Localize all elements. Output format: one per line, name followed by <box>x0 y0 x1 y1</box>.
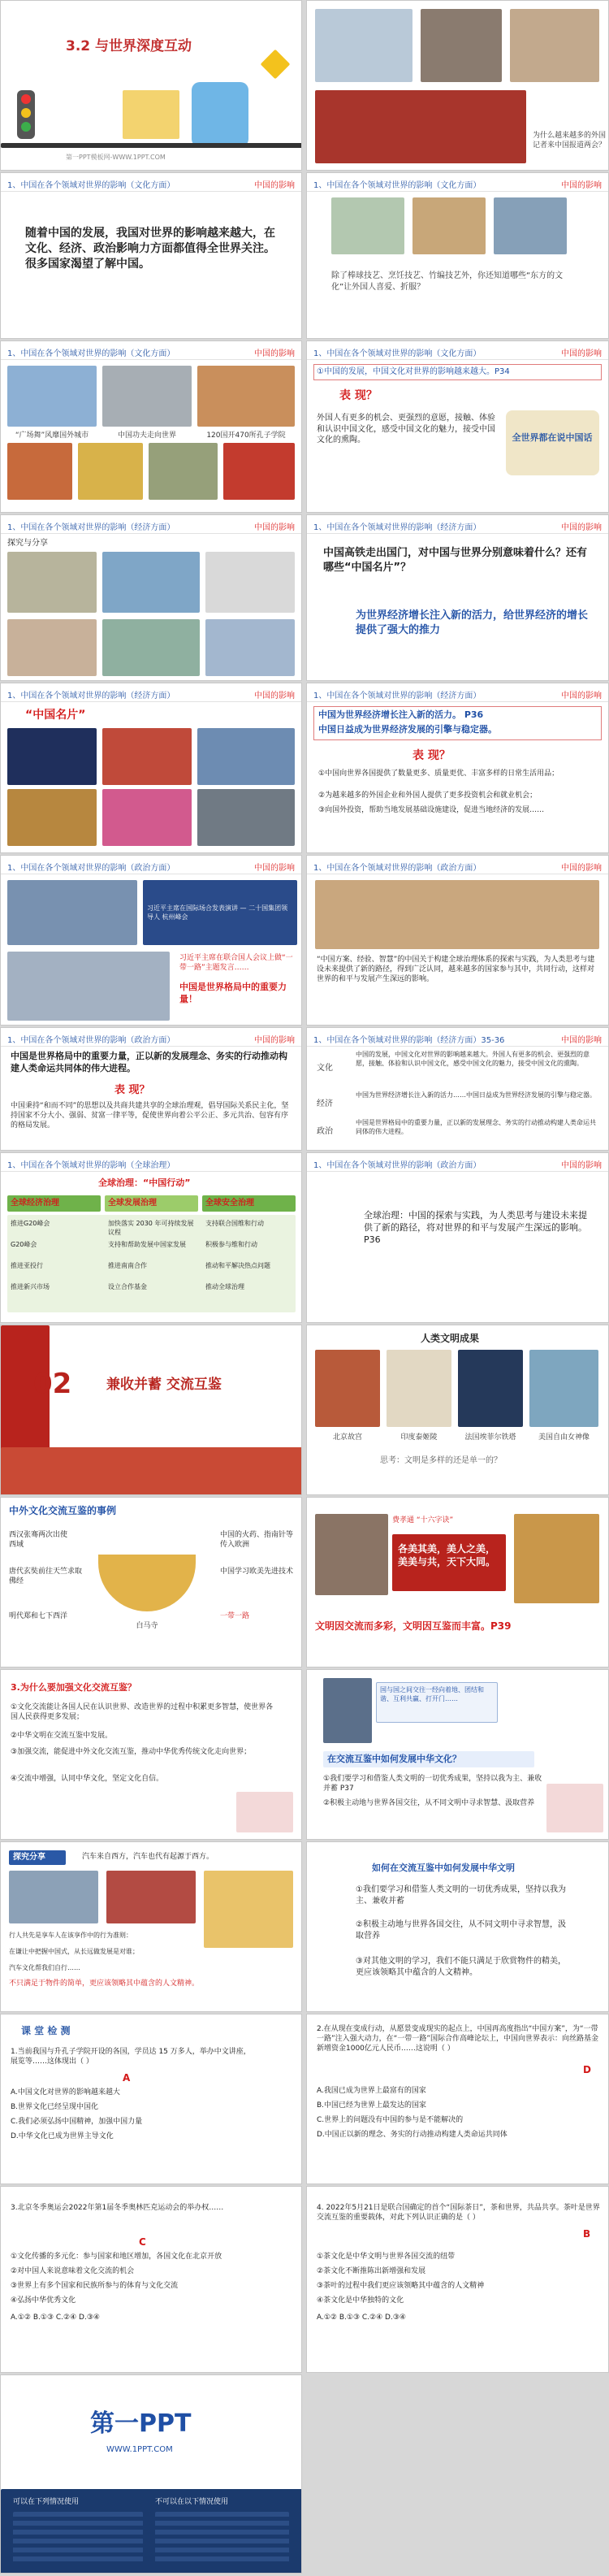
slide-5[interactable] <box>0 340 302 513</box>
culture-photo-2 <box>412 197 486 254</box>
slide-title: 课 堂 检 测 <box>21 2025 71 2036</box>
slide-header: 1、中国在各个领域对世界的影响（文化方面） <box>7 349 175 358</box>
square-dance-photo <box>7 366 97 427</box>
point-2: 在谦让中把握中国式，从长远做发展是对谁； <box>9 1948 139 1955</box>
car-illustration <box>204 1871 293 1948</box>
card-title: “中国名片” <box>25 709 86 722</box>
point-2: ②积极主动地与世界各国交往，从不同文明中寻求智慧、汲取营养 <box>323 1799 535 1807</box>
reason-3: ③向国外投资，帮助当地发展基础设施建设，促进当地经济的发展…… <box>318 806 545 814</box>
speaker-photo <box>323 1678 372 1743</box>
slide-9[interactable] <box>0 683 302 853</box>
point-2: ②中华文明在交流互鉴中发展。 <box>11 1732 113 1740</box>
reporter-photo-3 <box>510 9 599 82</box>
slide-header: 1、中国在各个领域对世界的影响（政治方面） <box>313 1161 482 1170</box>
speech-balloon: 国与国之间交往一经向着地、团结和谐、互利共赢、打开门…… <box>380 1686 484 1702</box>
option-a: A.中国文化对世界的影响越来越大 <box>11 2088 120 2097</box>
slide-tag: 中国的影响 <box>561 181 602 190</box>
slide-19[interactable] <box>0 1497 302 1667</box>
question-text: 1.当前我国与升孔子学院开设的各国，学员达 15 万多人，举办中文讲座，展览等……这体现出（ ） <box>11 2048 251 2066</box>
cell: 推动和平解决热点问题 <box>205 1262 270 1269</box>
slide-7[interactable] <box>0 514 302 681</box>
body-text: 全球治理：中国的探索与实践，为人类思考与建设未来提供了新的路径，将对世界的和平与发展产生深远的影响。 P36 <box>364 1210 587 1245</box>
question-text: 中国高铁走出国门，对中国与世界分别意味着什么？还有哪些“中国名片”？ <box>323 547 588 574</box>
answer-mark: C <box>139 2236 146 2248</box>
slide-25[interactable] <box>0 2014 302 2184</box>
slide-tag: 中国的影响 <box>254 864 295 873</box>
question-text: 除了棒球技艺、烹饪技艺、竹编技艺外，你还知道哪些“东方的文化”让外国人喜爱、折服？ <box>331 271 564 292</box>
slide-header: 1、中国在各个领域对世界的影响（经济方面） <box>7 523 175 532</box>
slide-tag: 中国的影响 <box>254 1036 295 1045</box>
caption-3: 法国埃菲尔铁塔 <box>464 1433 516 1442</box>
reason-2: ②为越来越多的外国企业和外国人提供了更多投资机会和就业机会； <box>318 791 538 800</box>
slide-header: 1、中国在各个领域对世界的影响（全球治理） <box>7 1161 175 1170</box>
confucius-institute-photo <box>197 366 295 427</box>
slide-header: 1、中国在各个领域对世界的影响（政治方面） <box>7 864 175 873</box>
row-key-3: 政治 <box>317 1127 333 1136</box>
slide-8[interactable] <box>306 514 609 681</box>
question-text: 3.北京冬季奥运会2022年第1届冬季奥林匹克运动会的举办权…… <box>11 2204 224 2212</box>
culture-photo-1 <box>331 197 404 254</box>
option-1: ①文化传播的多元化：参与国家和地区增加，各国文化在北京开放 <box>11 2253 222 2261</box>
point-text: 中国是世界格局中的重要力量，正以新的发展理念、务实的行动推动构建人类命运共同体的伟大进程。 <box>11 1051 287 1073</box>
option-4: ④弘扬中华优秀文化 <box>11 2296 76 2305</box>
slide-header: 1、中国在各个领域对世界的影响（政治方面） <box>313 864 482 873</box>
left-column-title: 可以在下列情况使用 <box>13 2498 80 2506</box>
slide-header: 1、中国在各个领域对世界的影响（经济方面） <box>7 692 175 700</box>
point-3: 汽车文化帮我们自行…… <box>9 1964 80 1971</box>
body-text: 中国秉持“和而不同”的思想以及共商共建共享的全球治理观，倡导国际关系民主化，坚持国家不分大小、强弱、贫富一律平等，促使世界向着公平公正、多元共治、包容有序的格局发展。 <box>11 1102 289 1130</box>
school-building-image <box>123 90 179 139</box>
slide-16[interactable] <box>306 1152 609 1323</box>
slide-29[interactable] <box>0 2374 302 2574</box>
governance-title: 全球治理：“中国行动” <box>98 1177 191 1188</box>
sub-heading: 探究与分享 <box>7 539 48 548</box>
callout-2: 中国是世界格局中的重要力量！ <box>179 982 287 1004</box>
answer-choices: A.①② B.①③ C.②④ D.③④ <box>11 2314 100 2322</box>
cell: 支持和帮助发展中国家发展 <box>108 1241 186 1248</box>
festival-photo <box>223 443 295 500</box>
image-text: 全世界都在说中国话 <box>512 432 593 443</box>
un-photo <box>7 952 170 1021</box>
option-b: B.世界文化已经呈现中国化 <box>11 2103 99 2111</box>
answer-text: 为世界经济增长注入新的活力，给世界经济的增长提供了强大的推力 <box>356 609 589 636</box>
caption-1: 北京故宫 <box>332 1433 362 1442</box>
answer-mark: A <box>123 2072 131 2084</box>
slide-title: 如何在交流互鉴中如何发展中华文明 <box>372 1863 515 1873</box>
row-value-1: 中国的发展，中国文化对世界的影响越来越大。外国人有更多的机会、更强烈的意愿，接触、体验和认识中国文化，感受中国文化的魅力，接受中国文化的熏陶。 <box>356 1051 590 1067</box>
row-key-1: 文化 <box>317 1064 333 1073</box>
slide-11[interactable] <box>0 855 302 1026</box>
cell: G20峰会 <box>11 1241 37 1248</box>
answer-choices: A.①② B.①③ C.②④ D.③④ <box>317 2314 406 2322</box>
body-text: “中国方案、经验、智慧”的中国关于构建全球治理体系的探索与实践，为人类思考与建设未来提供了新的路径，得到广泛认同，越来越多的国家参与其中，共同行动，这样对世界的和平与发展产生深远的影响。 <box>317 956 595 984</box>
kungfu-photo <box>102 366 192 427</box>
caption-2: 中国功夫走向世界 <box>117 432 176 440</box>
cell: 推进亚投行 <box>11 1262 43 1269</box>
statue-of-liberty-photo <box>529 1350 598 1427</box>
slide-18[interactable] <box>306 1325 609 1495</box>
cell: 积极参与维和行动 <box>205 1241 257 1248</box>
caption-1: “广场舞”风靡国外城市 <box>15 432 89 440</box>
cell: 设立合作基金 <box>108 1283 147 1290</box>
option-d: D.中国正以新的理念、务实的行动推动构建人类命运共同体 <box>317 2131 508 2139</box>
option-b: B.中国已经为世界上最发达的国家 <box>317 2101 427 2110</box>
slide-15[interactable] <box>0 1152 302 1323</box>
reporter-photo-1 <box>315 9 412 82</box>
slide-header: 1、中国在各个领域对世界的影响（政治方面） <box>7 1036 175 1045</box>
temple-photo <box>514 1514 599 1603</box>
point-1: ①我们要学习和借鉴人类文明的一切优秀成果，坚持以我为主、兼收并蓄 <box>356 1885 566 1906</box>
callout-1: 习近平主席在联合国人会议上做“一带一路”主题发言…… <box>179 954 293 973</box>
slide-23[interactable] <box>0 1841 302 2012</box>
brand-logo: 第一PPT <box>90 2409 192 2438</box>
slide-title: 在交流互鉴中如何发展中华文化？ <box>327 1754 461 1764</box>
slide-4[interactable] <box>306 172 609 339</box>
railway-photo <box>7 552 97 613</box>
caption: 为什么越来越多的外国记者来中国报道两会？ <box>533 132 607 150</box>
taj-mahal-photo <box>387 1350 451 1427</box>
show-label: 表 现？ <box>339 389 378 402</box>
footer-text: 第一PPT模板网-WWW.1PPT.COM <box>66 154 166 161</box>
point-2: 中国日益成为世界经济发展的引擎与稳定器。 <box>318 724 497 735</box>
slide-header: 1、中国在各个领域对世界的影响（经济方面） <box>313 692 482 700</box>
slide-header: 1、中国在各个领域对世界的影响（文化方面） <box>7 181 175 190</box>
banner-text: 习近平主席在国际场合发表演讲 — 二十国集团领导人 杭州峰会 <box>147 904 288 921</box>
slide-title: 3.为什么要加强文化交流互鉴？ <box>11 1682 136 1693</box>
point-1: 行人共先是享车人在该享作中的行为准则： <box>9 1932 132 1939</box>
slide-22[interactable] <box>306 1669 609 1840</box>
note-text: 思考：文明是多样的还是单一的？ <box>380 1456 502 1465</box>
image-caption: 白马寺 <box>136 1622 158 1630</box>
col-head-3: 全球安全治理 <box>205 1199 254 1208</box>
banner-text: 费孝通 “十六字诀” <box>392 1516 454 1524</box>
china-card-photo-1 <box>7 728 97 785</box>
slide-title: 中外文化交流互鉴的事例 <box>9 1505 117 1516</box>
slide-header: 1、中国在各个领域对世界的影响（经济方面） <box>313 523 482 532</box>
cell: 推进G20峰会 <box>11 1220 50 1227</box>
slide-28[interactable] <box>306 2186 609 2373</box>
slide-title: 人类文明成果 <box>421 1333 480 1344</box>
section-number: 02 <box>33 1368 72 1400</box>
eiffel-tower-photo <box>458 1350 523 1427</box>
slide-21[interactable] <box>0 1669 302 1840</box>
row-key-2: 经济 <box>317 1099 333 1108</box>
slide-tag: 中国的影响 <box>254 349 295 358</box>
slide-tag: 中国的影响 <box>561 349 602 358</box>
row-value-3: 中国是世界格局中的重要力量，正以新的发展理念、务实的行动推动构建人类命运共同体的伟大进程。 <box>356 1119 596 1135</box>
option-2: ②对中国人来说意味着文化交流的机会 <box>11 2267 135 2275</box>
col-head-1: 全球经济治理 <box>11 1199 59 1208</box>
question-text: 4. 2022年5月21日是联合国确定的首个“国际茶日”，茶和世界，共品共享。茶叶是世界交流互鉴的重要载体，对此下列认识正确的是（ ） <box>317 2204 600 2223</box>
slide-27[interactable] <box>0 2186 302 2373</box>
point-4: 不只满足于物件的简单，更应该领略其中蕴含的人文精神。 <box>9 1980 200 1988</box>
option-2: ②茶文化不断推陈出新增强和发展 <box>317 2267 426 2275</box>
reason-1: ①中国向世界各国提供了数量更多、质量更优、丰富多样的日常生活用品； <box>318 770 559 778</box>
car-photo-1 <box>9 1871 98 1923</box>
slide-tag: 中国的影响 <box>254 523 295 532</box>
slide-12[interactable] <box>306 855 609 1026</box>
bridge-photo <box>102 619 200 676</box>
caption-2: 印度泰姬陵 <box>400 1433 438 1442</box>
slide-13[interactable] <box>0 1027 302 1151</box>
slide-20[interactable] <box>306 1497 609 1667</box>
point-1: ①我们要学习和借鉴人类文明的一切优秀成果，坚持以我为主、兼收并蓄 P37 <box>323 1775 542 1793</box>
example-6: 一带一路 <box>220 1612 250 1620</box>
col-head-2: 全球发展治理 <box>108 1199 157 1208</box>
example-1: 西汉张骞两次出使西域 <box>9 1531 68 1550</box>
slide-header: 1、中国在各个领域对世界的影响（文化方面） <box>313 349 482 358</box>
reporter-photo-2 <box>421 9 502 82</box>
option-c: C.我们必须弘扬中国精神，加强中国力量 <box>11 2118 143 2126</box>
body-text: 外国人有更多的机会、更强烈的意愿，接触、体验和认识中国文化，感受中国文化的魅力，接受中国文化的熏陶。 <box>317 414 495 445</box>
brand-url: WWW.1PPT.COM <box>106 2445 173 2454</box>
cell: 推进新兴市场 <box>11 1283 50 1290</box>
point-3: ③对其他文明的学习，我们不能只满足于欣赏物件的精美，更应该领略其中蕴含的人文精神。 <box>356 1957 566 1977</box>
point-1: 中国为世界经济增长注入新的活力。 P36 <box>318 709 484 720</box>
chinese-food-photo <box>7 443 72 500</box>
slide-tag: 中国的影响 <box>561 1161 602 1170</box>
option-3: ③世界上有多个国家和民族所参与的体育与文化交流 <box>11 2282 179 2290</box>
right-column-title: 不可以在以下情况使用 <box>155 2498 229 2506</box>
slide-title: 3.2 与世界深度互动 <box>66 38 192 54</box>
children-illustration <box>192 82 248 147</box>
forbidden-city-photo <box>315 1350 380 1427</box>
answer-mark: B <box>583 2228 591 2240</box>
plum-blossom-image <box>546 1784 603 1832</box>
world-painting-image <box>315 880 599 949</box>
example-5: 中国学习欧美先进技术 <box>220 1568 294 1576</box>
intro-text: 汽车来自西方，汽车也代有起源于西方。 <box>82 1853 214 1861</box>
point-text: ①中国的发展，中国文化对世界的影响越来越大。P34 <box>317 367 510 376</box>
slide-26[interactable] <box>306 2014 609 2184</box>
cell: 支持联合国维和行动 <box>205 1220 264 1227</box>
cell: 推动全球治理 <box>205 1283 244 1290</box>
caption-4: 美国自由女神像 <box>538 1433 590 1442</box>
body-text: 随着中国的发展，我国对世界的影响越来越大，在文化、经济、政治影响力方面都值得全世界关注。很多国家渴望了解中国。 <box>25 227 275 271</box>
culture-photo-3 <box>494 197 567 254</box>
slide-2[interactable] <box>306 0 609 171</box>
cell: 推进南南合作 <box>108 1262 147 1269</box>
slide-tag: 中国的影响 <box>254 181 295 190</box>
china-card-photo-3 <box>197 728 295 785</box>
show-label: 表 现？ <box>412 749 451 762</box>
option-3: ③茶叶的过程中我们更应该领略其中蕴含的人文精神 <box>317 2282 485 2290</box>
answer-mark: D <box>583 2064 591 2075</box>
slide-tag: 中国的影响 <box>254 692 295 700</box>
slide-header: 1、中国在各个领域对世界的影响（文化方面） <box>313 181 482 190</box>
row-value-2: 中国为世界经济增长注入新的活力……中国日益成为世界经济发展的引擎与稳定器。 <box>356 1091 596 1099</box>
option-a: A.我国已成为世界上最富有的国家 <box>317 2087 426 2095</box>
road-sign-image <box>261 50 291 80</box>
opera-photo <box>78 443 143 500</box>
question-text: 2.在从现在变成行动，从愿景变成现实的起点上，中国再高度指出“中国方案”，为“一带一路”注入强大动力，在“一带一路”国际合作高峰论坛上，中国向世界表示：向丝路基金新增资金1000亿元人民币……这说明（ ） <box>317 2025 598 2053</box>
slide-6[interactable] <box>306 340 609 513</box>
slide-24[interactable] <box>306 1841 609 2012</box>
point-1: ①文化交流能让各国人民在认识世界、改造世界的过程中积累更多智慧，使世界各国人民获得更多发展； <box>11 1703 274 1722</box>
china-card-photo-2 <box>102 728 192 785</box>
option-1: ①茶文化是中华文明与世界各国交流的纽带 <box>317 2253 456 2261</box>
slide-1[interactable] <box>0 0 302 171</box>
slide-tag: 中国的影响 <box>561 1036 602 1045</box>
high-speed-train-photo <box>102 552 200 613</box>
tea-photo <box>149 443 218 500</box>
great-wall-image <box>1 1447 302 1495</box>
option-d: D.中华文化已成为世界主导文化 <box>11 2132 114 2140</box>
slide-17[interactable] <box>0 1325 302 1495</box>
slide-tag: 中国的影响 <box>561 864 602 873</box>
plum-blossom-image <box>236 1792 293 1832</box>
example-4: 中国的火药、指南针等传入欧洲 <box>220 1531 294 1550</box>
slide-title: 探究分享 <box>13 1853 45 1862</box>
point-3: ③加强交流，能促进中外文化交流互鉴，推动中华优秀传统文化走向世界； <box>11 1748 252 1756</box>
point-4: ④交流中增强，认同中华文化，坚定文化自信。 <box>11 1775 164 1783</box>
main-text: 文明因交流而多彩，文明因互鉴而丰富。P39 <box>315 1620 512 1632</box>
slide-header: 1、中国在各个领域对世界的影响（经济方面）35-36 <box>313 1036 505 1045</box>
show-label: 表 现？ <box>114 1084 150 1096</box>
china-card-photo-4 <box>7 789 97 846</box>
assembly-photo <box>315 90 526 163</box>
cell: 加快落实 2030 年可持续发展议程 <box>108 1220 194 1236</box>
example-3: 明代郑和七下西洋 <box>9 1612 68 1620</box>
china-card-photo-6 <box>197 789 295 846</box>
option-4: ④茶文化是中华独特的文化 <box>317 2296 404 2305</box>
quote-text: 各美其美，美人之美，美美与共，天下大同。 <box>398 1543 496 1568</box>
golden-bowl-image <box>98 1555 196 1611</box>
point-2: ②积极主动地与世界各国交往，从不同文明中寻求智慧，汲取营养 <box>356 1920 566 1941</box>
bullet-train-photo <box>205 552 295 613</box>
slide-14[interactable] <box>306 1027 609 1151</box>
option-c: C.世界上的问题没有中国的参与是不能解决的 <box>317 2116 464 2124</box>
china-card-photo-5 <box>102 789 192 846</box>
train-interior-photo <box>7 619 97 676</box>
example-2: 唐代玄奘前往天竺求取佛经 <box>9 1568 83 1586</box>
slide-10[interactable] <box>306 683 609 853</box>
slide-3[interactable] <box>0 172 302 339</box>
section-title: 兼收并蓄 交流互鉴 <box>106 1377 222 1393</box>
slide-tag: 中国的影响 <box>561 692 602 700</box>
car-photo-2 <box>106 1871 196 1923</box>
caption-3: 120国开470所孔子学院 <box>206 432 286 440</box>
g20-group-photo <box>7 880 137 945</box>
station-photo <box>205 619 295 676</box>
fei-xiaotong-photo <box>315 1514 388 1595</box>
slide-tag: 中国的影响 <box>561 523 602 532</box>
